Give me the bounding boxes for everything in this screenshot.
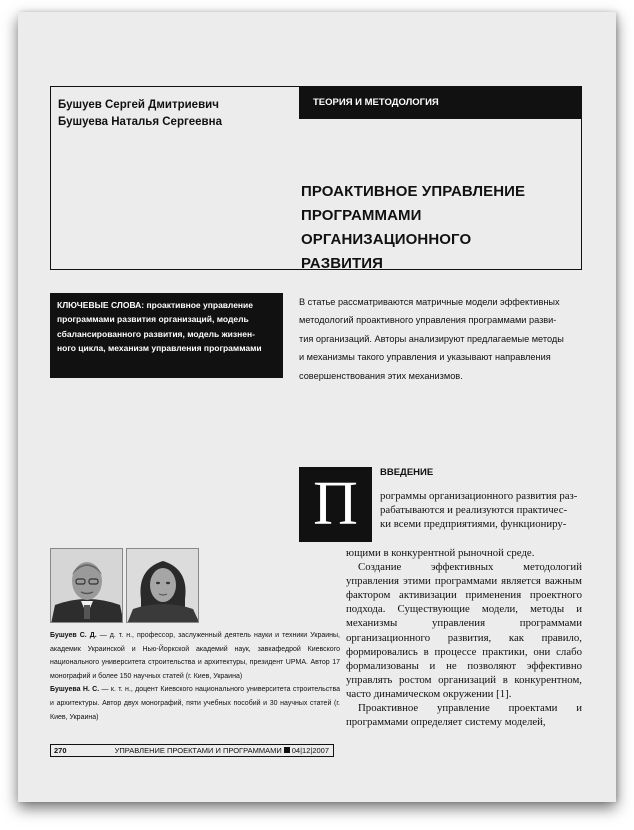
bio-name: Бушуева Н. С. xyxy=(50,686,100,694)
abstract xyxy=(299,293,582,385)
bio-text: — к. т. н., доцент Киевского национального университета строительства и архитектуры. Автор двух монографий, пяти учебных пособий и 30 научных статей (г. Киев, Украина) xyxy=(50,686,340,721)
author-name: Бушуева Наталья Сергеевна xyxy=(58,116,222,128)
author-photo-bushuev-icon xyxy=(50,548,123,623)
keywords-text: проактивное управление xyxy=(144,300,254,310)
keywords-label: КЛЮЧЕВЫЕ СЛОВА: xyxy=(57,300,145,310)
title-line: ПРОАКТИВНОЕ УПРАВЛЕНИЕ xyxy=(301,183,526,200)
body-paragraph: Проактивное управление проектами и программами определяет систему моделей, xyxy=(346,702,582,729)
page-number: 270 xyxy=(54,746,67,755)
journal-name: УПРАВЛЕНИЕ ПРОЕКТАМИ И ПРОГРАММАМИ xyxy=(114,746,282,755)
body-line: рограммы организационного развития раз- xyxy=(380,490,578,502)
bio-bushuev xyxy=(50,629,340,683)
authors-block xyxy=(58,97,222,131)
issue-number: 04|12|2007 xyxy=(291,746,329,755)
body-intro xyxy=(380,489,582,531)
journal-page xyxy=(18,12,616,802)
abstract-line: В статье рассматриваются матричные модели эффективных xyxy=(299,297,560,307)
abstract-line: совершенствования этих механизмов. xyxy=(299,370,463,381)
author-name: Бушуев Сергей Дмитриевич xyxy=(58,99,219,111)
bio-name: Бушуев С. Д. xyxy=(50,632,97,639)
abstract-line: и механизмы такого управления и указывают направления xyxy=(299,352,551,363)
keywords-box xyxy=(50,293,283,378)
page-footer xyxy=(50,744,334,757)
bio-bushueva xyxy=(50,683,340,724)
bio-text: — д. т. н., профессор, заслуженный деятель науки и техники Украины, академик Украинской и Нью-Йоркской академий наук, завкафедрой Киевского национального университета строительства и архитектуры, президент UPMA. Автор 17 монографий и более 150 научных статей (г. Киев, Украина) xyxy=(50,632,340,680)
body-paragraph: ющими в конкурентной рыночной среде. xyxy=(346,547,535,559)
body-line: рабатываются и реализуются практичес- xyxy=(380,504,568,517)
author-bios xyxy=(50,629,340,724)
article-title xyxy=(301,180,571,276)
keywords-text: ного цикла, механизм управления программами xyxy=(57,342,262,353)
body-paragraph: Создание эффективных методологий управления этими программами является важным фактором активизации применения проектного подхода. Существующие модели, методы и механизмы управления программами организационного развития, как правило, формировались в процессе практики, они слабо формализованы и не позволяют эффективно управлять ростом организаций в конкурентном, часто динамическом окружении [1]. xyxy=(346,561,582,700)
drop-cap: П xyxy=(299,467,372,542)
rubric-banner: ТЕОРИЯ И МЕТОДОЛОГИЯ xyxy=(299,86,582,119)
abstract-line: тия организаций. Авторы анализируют предлагаемые методы xyxy=(299,333,564,344)
body-line: ки всеми предприятиями, функциониру- xyxy=(380,518,567,531)
title-line: РАЗВИТИЯ xyxy=(301,255,384,272)
keywords-text: сбалансированного развития, модель жизнен- xyxy=(57,328,255,339)
keywords-text: программами развития организаций, модель xyxy=(57,314,249,325)
journal-info xyxy=(115,745,329,756)
square-bullet-icon xyxy=(284,747,290,753)
author-photo-bushueva-icon xyxy=(126,548,199,623)
section-heading: ВВЕДЕНИЕ xyxy=(380,467,434,478)
abstract-line: методологий проактивного управления программами разви- xyxy=(299,315,557,326)
body-text xyxy=(346,546,582,729)
title-line: ПРОГРАММАМИ ОРГАНИЗАЦИОННОГО xyxy=(301,207,472,248)
